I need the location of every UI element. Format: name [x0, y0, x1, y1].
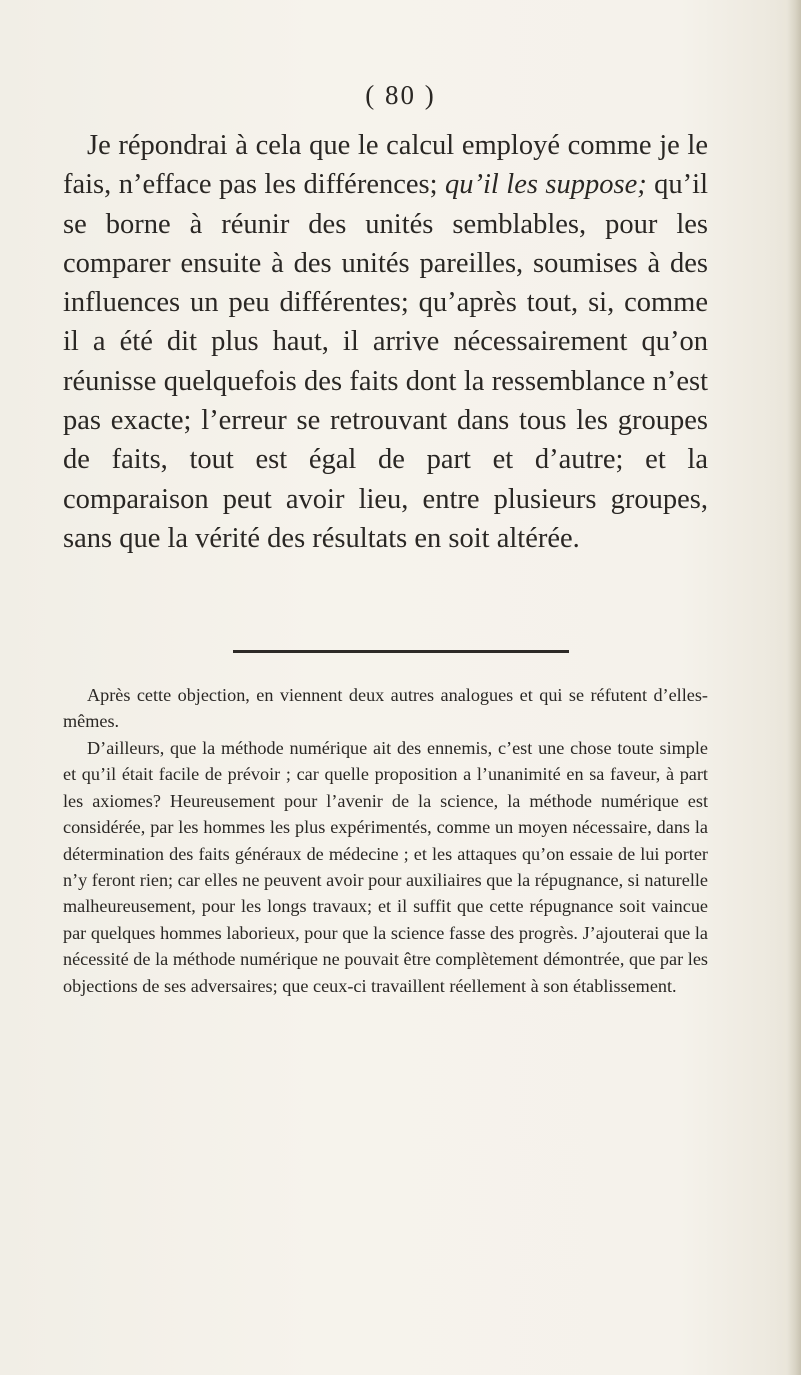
main-paragraph	[63, 126, 708, 558]
note-paragraph-1: Après cette objection, en viennent deux autres analogues et qui se réfutent d’elles-mêmes.	[63, 685, 708, 732]
section-divider	[233, 650, 569, 653]
page-edge-shadow	[787, 0, 801, 1375]
main-paragraph-rest: qu’il se borne à réunir des unités semblables, pour les comparer ensuite à des unités pareilles, soumises à des influences un peu différentes; qu’après tout, si, comme il a été dit plus haut, il arrive nécessairement qu’on réunisse quelquefois des faits dont la ressemblance n’est pas exacte; l’erreur se retrouvant dans tous les groupes de faits, tout est égal de part et d’autre; et la comparaison peut avoir lieu, entre plusieurs groupes, sans que la vérité des résultats en soit altérée.	[63, 169, 709, 554]
note-paragraph-2: D’ailleurs, que la méthode numérique ait des ennemis, c’est une chose toute simple et qu’il était facile de prévoir ; car quelle proposition a l’unanimité en sa faveur, à part les axiomes? Heureusement pour l’avenir de la science, la méthode numérique est considérée, par les hommes les plus expérimentés, comme un moyen nécessaire, dans la détermination des faits généraux de médecine ; et les attaques qu’on essaie de lui porter n’y feront rien; car elles ne peuvent avoir pour auxiliaires que la répugnance, si naturelle malheureusement, pour les longs travaux; et il suffit que cette répugnance soit vaincue par quelques hommes laborieux, pour que la science fasse des progrès. J’ajouterai que la nécessité de la méthode numérique ne pouvait être complètement démontrée, que par les objections de ses adversaires; que ceux-ci travaillent réellement à son établissement.	[63, 738, 708, 996]
main-paragraph-lead: Je répondrai à cela que le calcul employé comme je le fais, n’efface pas les différences;	[63, 130, 708, 201]
page-number: ( 80 )	[365, 80, 436, 110]
main-paragraph-italic: qu’il les suppose;	[445, 169, 647, 201]
